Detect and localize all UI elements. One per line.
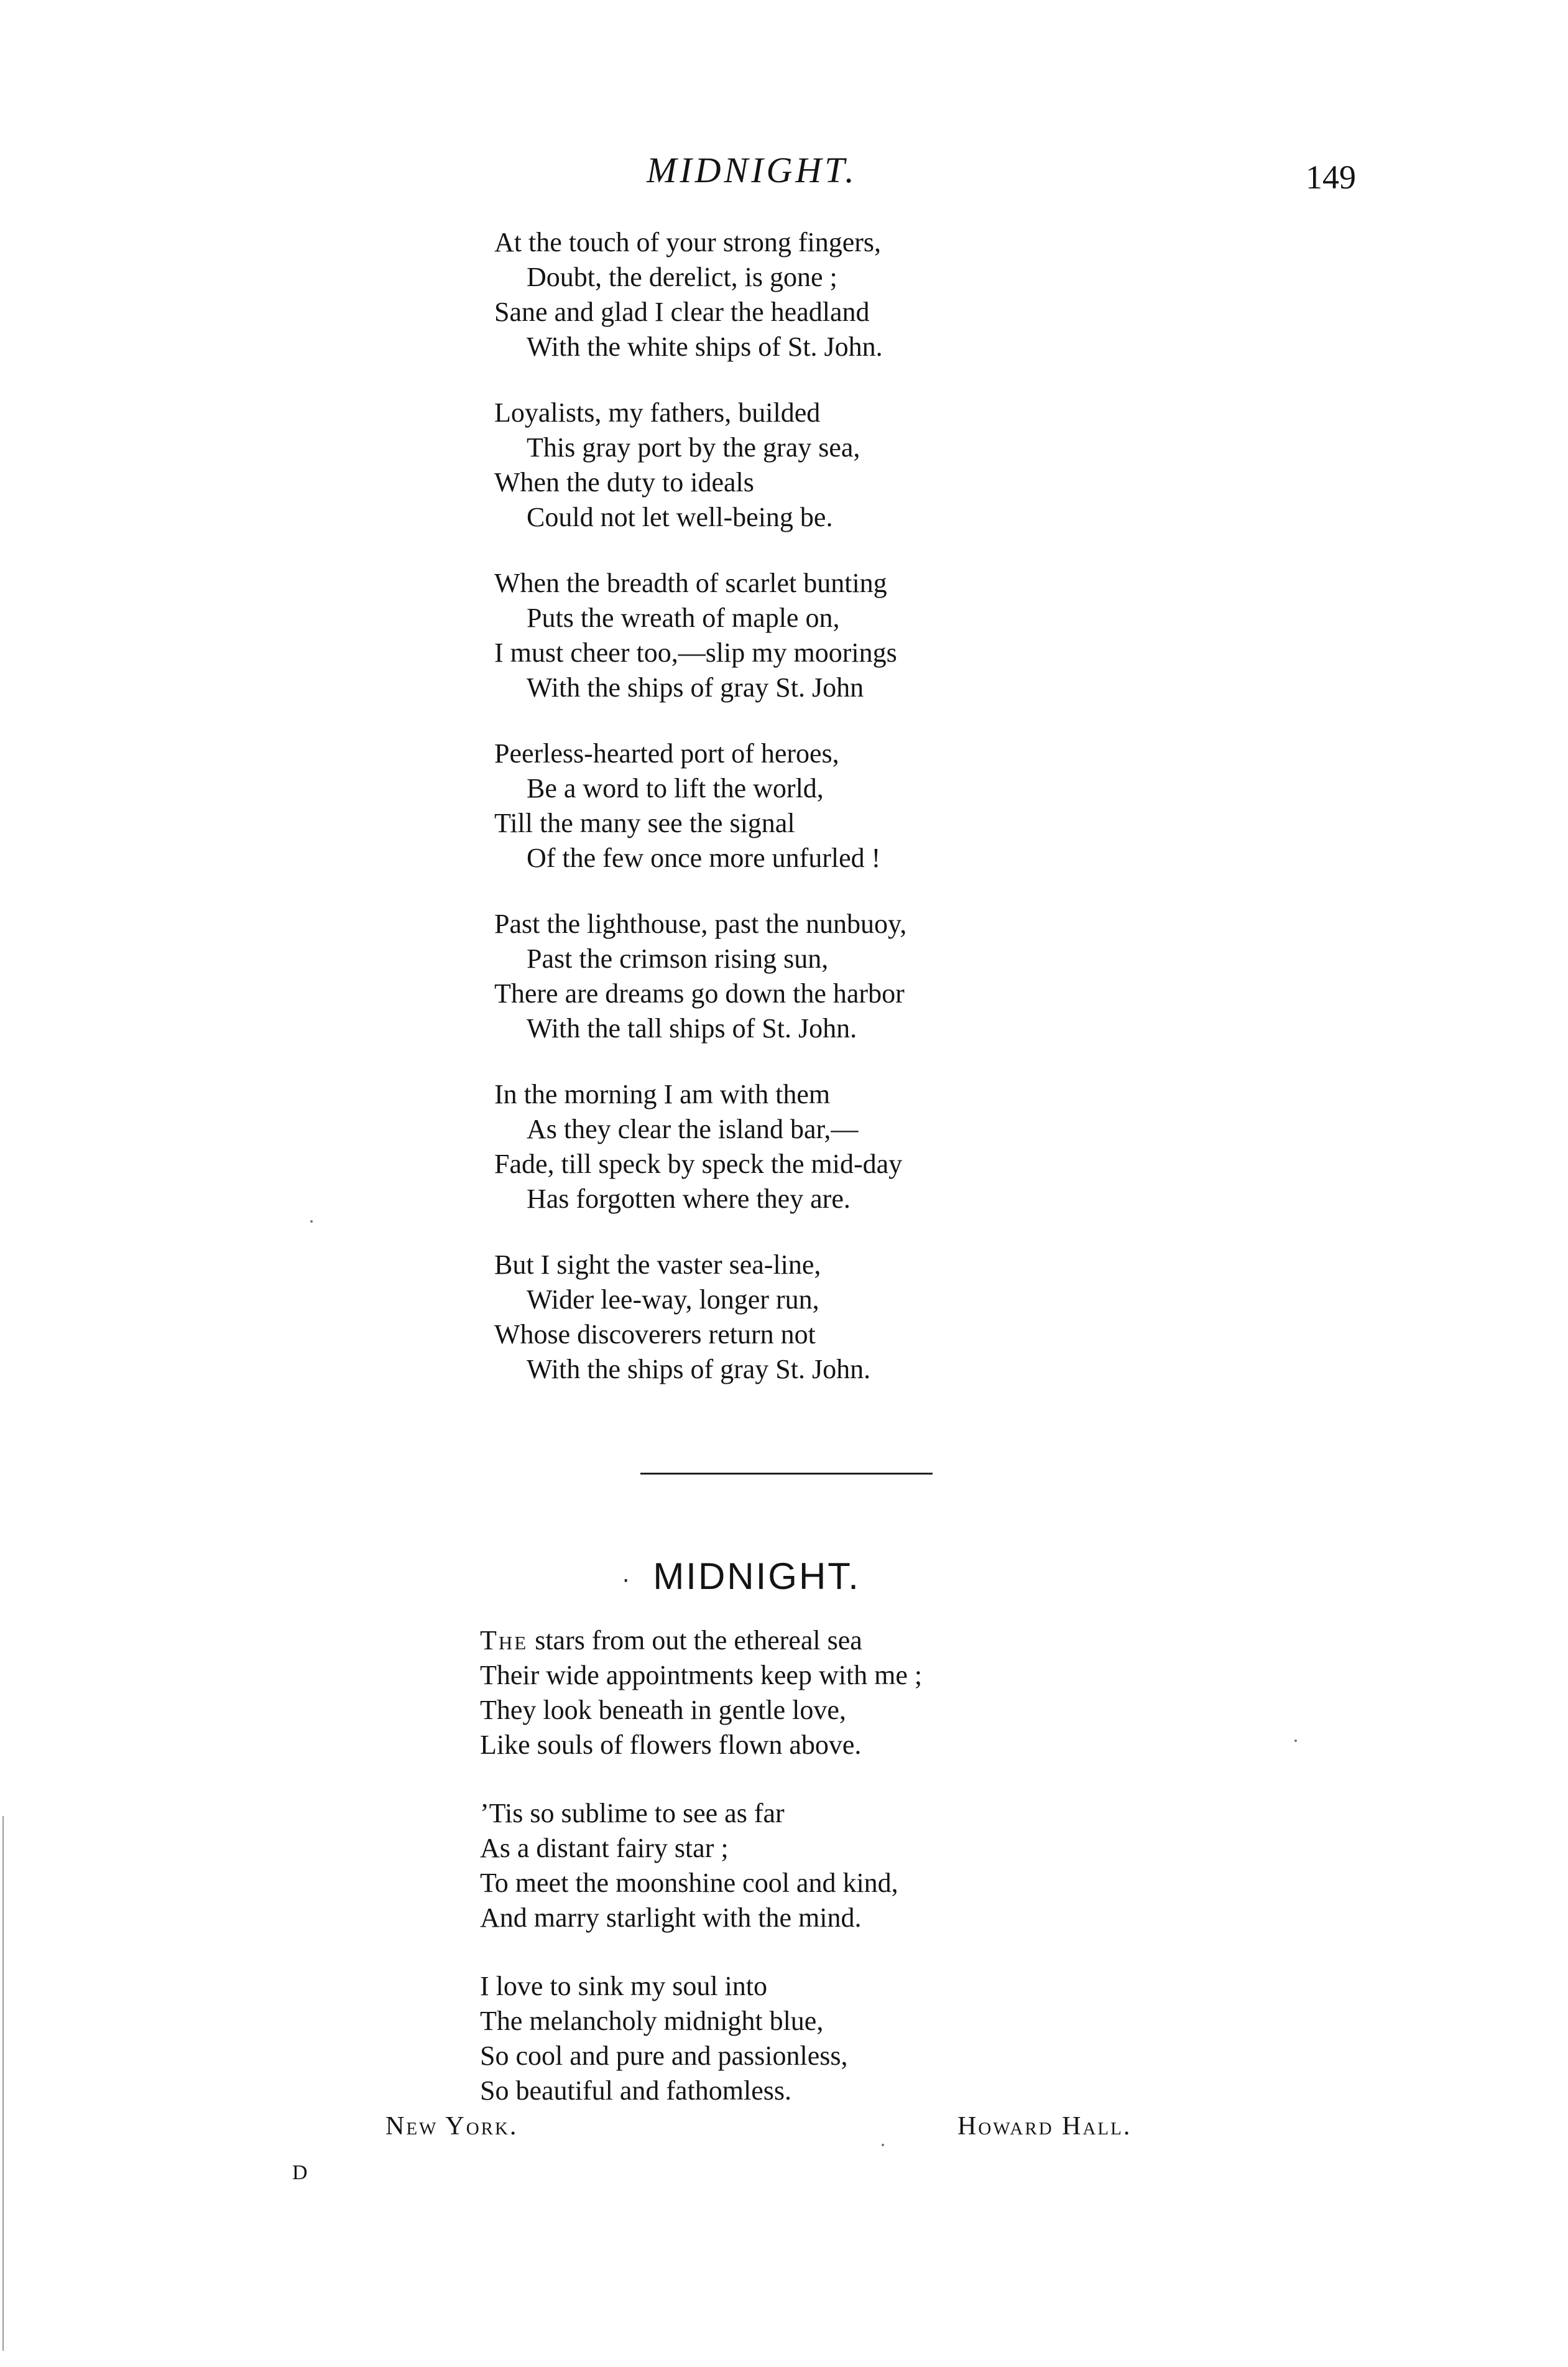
poem-line: With the white ships of St. John. (527, 331, 883, 362)
poem-ships-of-st-john (494, 225, 906, 1418)
stanza (494, 566, 906, 705)
poem-line: Fade, till speck by speck the mid-day (494, 1149, 903, 1179)
poem-line: Be a word to lift the world, (527, 773, 824, 804)
poem-line: So cool and pure and passionless, (480, 2040, 848, 2071)
section-divider (640, 1473, 933, 1475)
poem-line: Past the lighthouse, past the nunbuoy, (494, 909, 907, 939)
poem-line: Of the few once more unfurled ! (527, 843, 881, 873)
poem-line: I love to sink my soul into (480, 1971, 767, 2001)
signature-mark: D (292, 2161, 308, 2184)
stanza (494, 1077, 906, 1216)
poem-line: To meet the moonshine cool and kind, (480, 1868, 898, 1898)
poem-line: As a distant fairy star ; (480, 1833, 729, 1863)
poem-line: They look beneath in gentle love, (480, 1695, 846, 1725)
poem-line: But I sight the vaster sea-line, (494, 1249, 821, 1280)
title-dot: · (622, 1565, 632, 1593)
line-rest: stars from out the ethereal sea (528, 1625, 862, 1656)
drop-word: The (480, 1625, 528, 1656)
ink-speck (1294, 1739, 1297, 1742)
poem-midnight (480, 1623, 922, 2142)
poem-line: Puts the wreath of maple on, (527, 603, 840, 633)
poem-line (480, 1623, 922, 1658)
poem-line: Their wide appointments keep with me ; (480, 1660, 923, 1690)
poem-line: With the tall ships of St. John. (527, 1013, 857, 1044)
poem-line: Doubt, the derelict, is gone ; (527, 262, 837, 292)
poem-line: Wider lee-way, longer run, (527, 1284, 819, 1315)
poem-line: ’Tis so sublime to see as far (480, 1798, 785, 1828)
poem-line: Till the many see the signal (494, 808, 795, 838)
poem-line: Could not let well-being be. (527, 502, 833, 532)
poem-line: Like souls of flowers flown above. (480, 1730, 862, 1760)
author-attribution: Howard Hall. (957, 2112, 1132, 2141)
poem-line: When the duty to ideals (494, 467, 754, 498)
stanza (494, 225, 906, 364)
poem-title-text: MIDNIGHT. (653, 1555, 860, 1597)
page-edge-line (2, 1816, 4, 2351)
poem-line: So beautiful and fathomless. (480, 2075, 792, 2106)
ink-speck (310, 1220, 313, 1223)
poem-line: And marry starlight with the mind. (480, 1902, 862, 1933)
poem-title-midnight (622, 1555, 860, 1598)
stanza (480, 1623, 922, 1763)
poem-line: The melancholy midnight blue, (480, 2006, 824, 2036)
poem-line: There are dreams go down the harbor (494, 978, 905, 1009)
poem-line: As they clear the island bar,— (527, 1114, 859, 1144)
poem-line: Peerless-hearted port of heroes, (494, 738, 839, 769)
ink-speck (882, 2144, 884, 2146)
running-head: MIDNIGHT. (647, 150, 857, 190)
stanza (494, 736, 906, 876)
place-attribution: New York. (385, 2112, 519, 2141)
page-number: 149 (1306, 159, 1356, 196)
stanza (480, 1796, 922, 1935)
stanza (494, 1248, 906, 1387)
poem-line: At the touch of your strong fingers, (494, 227, 881, 257)
poem-line: Whose discoverers return not (494, 1319, 816, 1350)
poem-line: When the breadth of scarlet bunting (494, 568, 887, 598)
poem-line: In the morning I am with them (494, 1079, 831, 1109)
poem-line: With the ships of gray St. John. (527, 1354, 871, 1384)
poem-line: This gray port by the gray sea, (527, 432, 860, 463)
poem-line: Sane and glad I clear the headland (494, 297, 870, 327)
poem-line: Past the crimson rising sun, (527, 943, 829, 974)
poem-line: Has forgotten where they are. (527, 1184, 851, 1214)
stanza (480, 1969, 922, 2108)
poem-line: Loyalists, my fathers, builded (494, 397, 821, 428)
stanza (494, 396, 906, 535)
poem-line: With the ships of gray St. John (527, 672, 864, 703)
stanza (494, 907, 906, 1046)
poem-line: I must cheer too,—slip my moorings (494, 637, 897, 668)
